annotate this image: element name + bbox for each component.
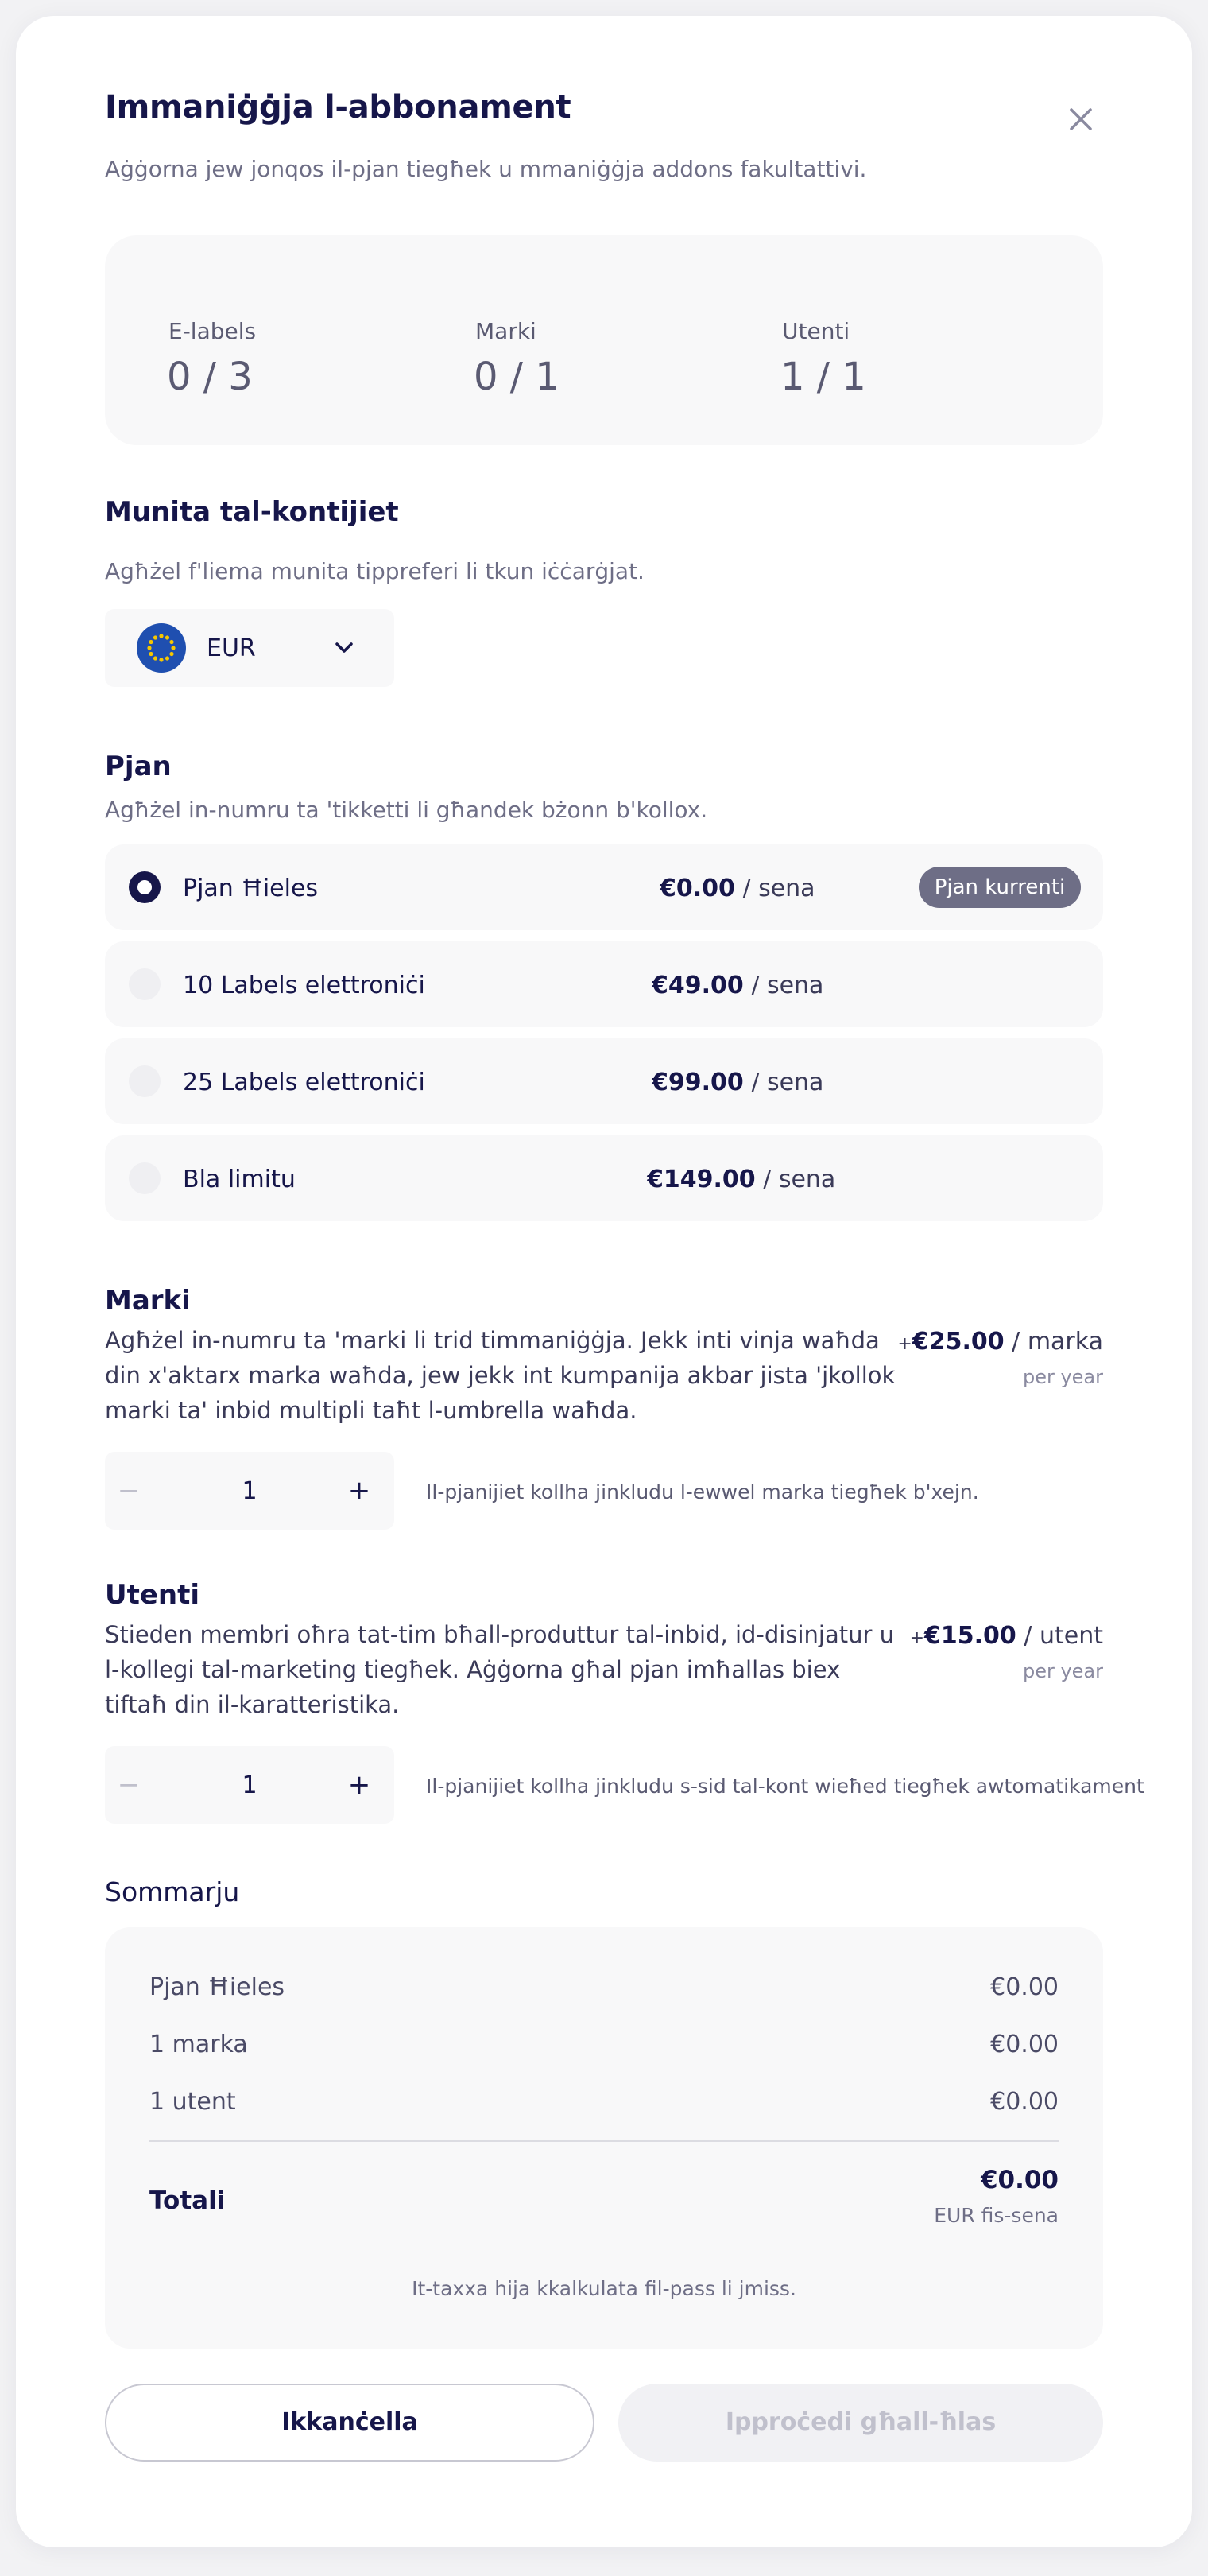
eu-flag-icon bbox=[137, 623, 186, 673]
brands-quantity-stepper bbox=[105, 1452, 394, 1530]
summary-divider bbox=[149, 2140, 1059, 2142]
plan-price: €49.00 / sena bbox=[652, 972, 824, 999]
brands-section-title: Marki bbox=[105, 1285, 191, 1317]
chevron-down-icon bbox=[332, 636, 356, 660]
plan-name: Bla limitu bbox=[183, 1166, 296, 1193]
users-per-year: per year bbox=[1022, 1660, 1103, 1682]
close-button[interactable] bbox=[1057, 95, 1105, 143]
usage-label-users: Utenti bbox=[782, 318, 850, 344]
usage-value-brands: 0 / 1 bbox=[474, 355, 559, 399]
currency-selected-value: EUR bbox=[207, 634, 256, 662]
proceed-to-payment-button[interactable]: Ipproċedi għall-ħlas bbox=[618, 2384, 1103, 2462]
brands-addon-price: +€25.00 / marka bbox=[897, 1328, 1103, 1356]
close-icon bbox=[1057, 95, 1105, 143]
summary-line-value: €0.00 bbox=[990, 2031, 1059, 2058]
users-section-title: Utenti bbox=[105, 1579, 200, 1611]
currency-section-description: Agħżel f'liema munita tippreferi li tkun iċċarġjat. bbox=[105, 558, 645, 584]
currency-section-title: Munita tal-kontijiet bbox=[105, 496, 399, 528]
brands-section-description: Agħżel in-numru ta 'marki li trid timmaniġġja. Jekk inti vinja waħda din x'aktarx marka waħda, jew jekk int kumpanija akbar jista 'jkollok marki ta' inbid multipli taħt l-umbrella waħda. bbox=[105, 1327, 896, 1424]
plan-section-description: Agħżel in-numru ta 'tikketti li għandek bżonn b'kollox. bbox=[105, 797, 708, 823]
summary-title: Sommarju bbox=[105, 1876, 240, 1907]
plan-option-unlimited[interactable] bbox=[105, 1135, 1103, 1221]
modal-title: Immaniġġja l-abbonament bbox=[105, 89, 571, 126]
plan-name: Pjan Ħieles bbox=[183, 875, 319, 902]
plan-radio[interactable] bbox=[129, 1065, 161, 1097]
plan-option-free[interactable] bbox=[105, 844, 1103, 930]
summary-total-value: €0.00 bbox=[980, 2166, 1059, 2194]
plan-radio-selected[interactable] bbox=[129, 871, 161, 903]
summary-card bbox=[105, 1927, 1103, 2349]
users-stepper-note: Il-pjanijiet kollha jinkludu s-sid tal-kont wieħed tiegħek awtomatikament bbox=[426, 1775, 1144, 1798]
users-decrement-button[interactable]: − bbox=[117, 1769, 141, 1801]
plan-price: €0.00 / sena bbox=[660, 875, 815, 902]
currency-select[interactable] bbox=[105, 609, 394, 687]
summary-line-value: €0.00 bbox=[990, 1973, 1059, 2001]
plan-radio[interactable] bbox=[129, 968, 161, 1000]
usage-label-elabels: E-labels bbox=[168, 318, 257, 344]
plan-option-10-labels[interactable] bbox=[105, 941, 1103, 1027]
summary-line-value: €0.00 bbox=[990, 2088, 1059, 2116]
summary-total-currency-period: EUR fis-sena bbox=[934, 2204, 1059, 2227]
plan-option-25-labels[interactable] bbox=[105, 1038, 1103, 1124]
brands-stepper-note: Il-pjanijiet kollha jinkludu l-ewwel marka tiegħek b'xejn. bbox=[426, 1480, 979, 1503]
plan-radio[interactable] bbox=[129, 1162, 161, 1194]
plan-section-title: Pjan bbox=[105, 751, 172, 782]
plan-price: €99.00 / sena bbox=[652, 1069, 824, 1096]
summary-tax-note: It-taxxa hija kkalkulata fil-pass li jmiss. bbox=[412, 2277, 796, 2300]
subscription-modal bbox=[16, 16, 1192, 2547]
usage-value-elabels: 0 / 3 bbox=[167, 355, 253, 399]
usage-label-brands: Marki bbox=[475, 318, 536, 344]
brands-quantity-value[interactable]: 1 bbox=[242, 1477, 257, 1505]
usage-value-users: 1 / 1 bbox=[780, 355, 866, 399]
users-addon-price: +€15.00 / utent bbox=[909, 1622, 1103, 1650]
users-section-description: Stieden membri oħra tat-tim bħall-produttur tal-inbid, id-disinjatur u l-kollegi tal-marketing tiegħek. Aġġorna għal pjan imħallas biex tiftaħ din il-karatteristika. bbox=[105, 1621, 894, 1718]
plan-name: 25 Labels elettroniċi bbox=[183, 1069, 425, 1096]
brands-decrement-button[interactable]: − bbox=[117, 1475, 141, 1507]
summary-total-label: Totali bbox=[149, 2186, 226, 2215]
brands-per-year: per year bbox=[1022, 1366, 1103, 1388]
plan-name: 10 Labels elettroniċi bbox=[183, 972, 425, 999]
users-quantity-stepper bbox=[105, 1746, 394, 1824]
modal-subtitle: Aġġorna jew jonqos il-pjan tiegħek u mmaniġġja addons fakultattivi. bbox=[105, 156, 867, 182]
plan-price: €149.00 / sena bbox=[647, 1166, 836, 1193]
users-increment-button[interactable]: + bbox=[347, 1769, 371, 1801]
summary-line-label: 1 marka bbox=[149, 2031, 248, 2058]
summary-line-label: 1 utent bbox=[149, 2088, 236, 2116]
cancel-button[interactable]: Ikkanċella bbox=[105, 2384, 594, 2462]
users-quantity-value[interactable]: 1 bbox=[242, 1771, 257, 1799]
brands-increment-button[interactable]: + bbox=[347, 1475, 371, 1507]
usage-summary-card bbox=[105, 235, 1103, 445]
summary-line-label: Pjan Ħieles bbox=[149, 1973, 285, 2001]
current-plan-badge: Pjan kurrenti bbox=[919, 867, 1081, 908]
